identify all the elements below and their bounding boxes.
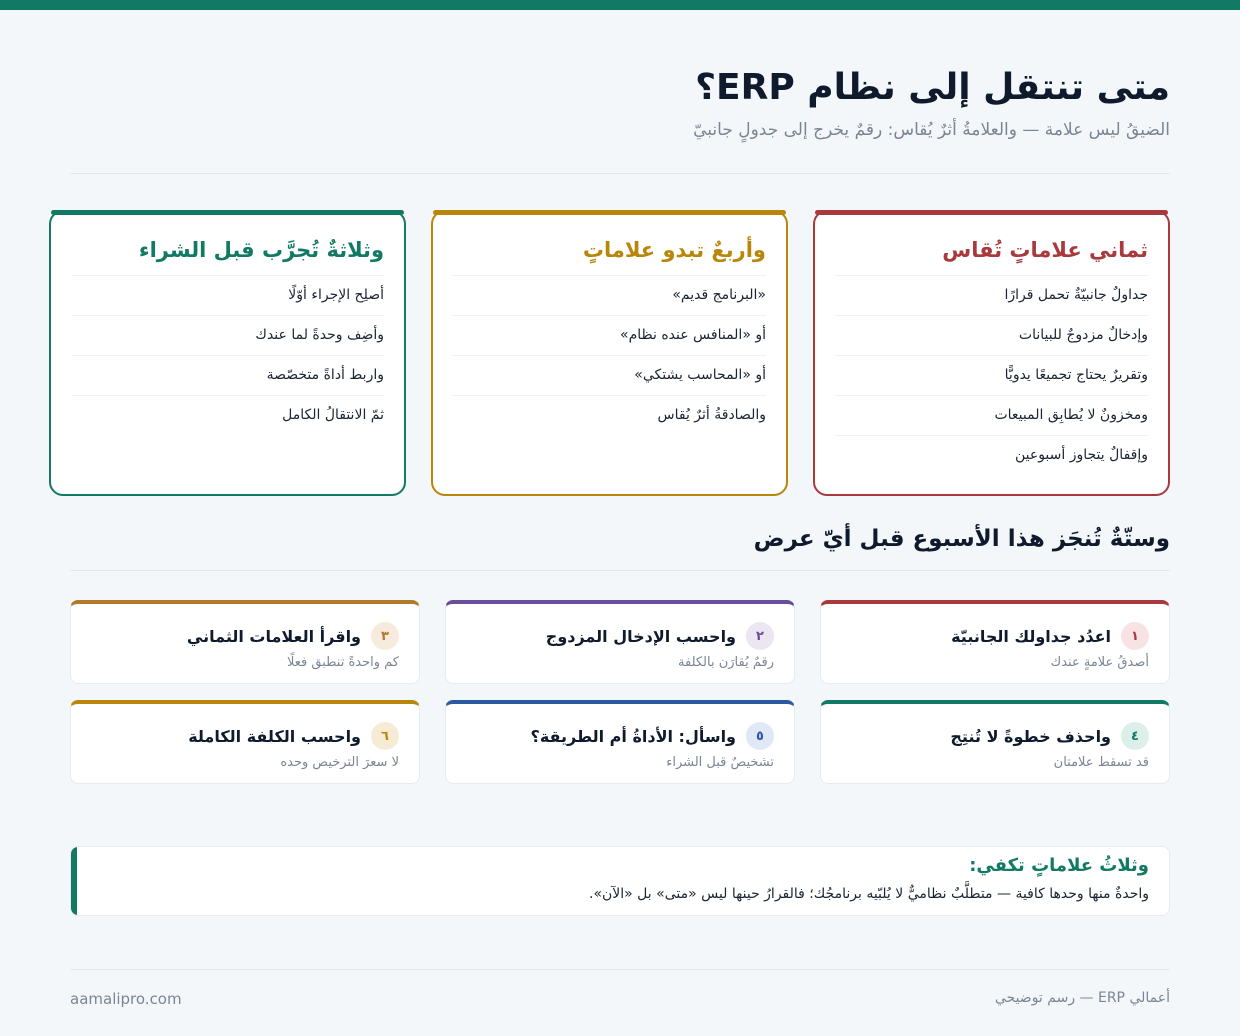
card-title: وثلاثةٌ تُجرَّب قبل الشراء [71, 234, 384, 276]
top-accent-bar [0, 0, 1240, 10]
step-subtitle: قد تسقط علامتان [1053, 755, 1149, 770]
step-subtitle: كم واحدةً تنطبق فعلًا [286, 655, 399, 670]
header [70, 64, 1170, 142]
card-title: وأربعٌ تبدو علاماتٍ [453, 234, 766, 276]
card-four-false-signs [431, 210, 788, 496]
list-item: وإدخالٌ مزدوجٌ للبيانات [835, 316, 1148, 356]
step-subtitle: تشخيصٌ قبل الشراء [666, 755, 774, 770]
list-item: وإقفالٌ يتجاوز أسبوعين [1014, 447, 1148, 463]
card-eight-signs [813, 210, 1170, 496]
list-item: أو «المحاسب يشتكي» [453, 356, 766, 396]
page-subtitle: الضيقُ ليس علامة — والعلامةُ أثرٌ يُقاس: رقمٌ يخرج إلى جدولٍ جانبيّ [693, 120, 1170, 140]
card-cap [51, 210, 404, 215]
callout-note [70, 846, 1170, 916]
steps-divider [70, 570, 1170, 571]
step-title: واحسب الكلفة الكاملة [188, 726, 361, 746]
header-divider [70, 173, 1170, 174]
step-number-badge: ٢ [746, 622, 774, 650]
footer-website-link[interactable]: aamalipro.com [70, 990, 182, 1008]
footer-caption: أعمالي ERP — رسم توضيحي [994, 990, 1170, 1006]
step-card [820, 700, 1170, 784]
card-title: ثماني علاماتٍ تُقاس [835, 234, 1148, 276]
step-title: واقرأ العلامات الثماني [186, 626, 361, 646]
step-number-badge: ٥ [746, 722, 774, 750]
list-item: وأضِف وحدةً لما عندك [71, 316, 384, 356]
step-subtitle: لا سعرَ الترخيص وحده [280, 755, 399, 770]
list-item: وتقريرٌ يحتاج تجميعًا يدويًّا [835, 356, 1148, 396]
step-title: واسأل: الأداةُ أم الطريقة؟ [530, 726, 736, 746]
callout-accent-bar [71, 847, 77, 915]
page-title: متى تنتقل إلى نظام ERP؟ [695, 67, 1170, 108]
step-card [70, 700, 420, 784]
list-item: جداولٌ جانبيّةٌ تحمل قرارًا [835, 276, 1148, 316]
step-number-badge: ٦ [371, 722, 399, 750]
step-number-badge: ١ [1121, 622, 1149, 650]
step-card [445, 600, 795, 684]
callout-title: وثلاثُ علاماتٍ تكفي: [969, 855, 1149, 876]
card-three-trials [49, 210, 406, 496]
step-subtitle: أصدقُ علامةٍ عندك [1050, 655, 1149, 670]
footer-divider [70, 969, 1170, 970]
steps-section-title: وستّةٌ تُنجَز هذا الأسبوع قبل أيّ عرض [753, 526, 1170, 552]
step-title: واحسب الإدخال المزدوج [545, 626, 736, 646]
step-subtitle: رقمٌ يُقارَن بالكلفة [678, 655, 774, 670]
list-item: أصلِح الإجراء أوّلًا [71, 276, 384, 316]
list-item: ومخزونٌ لا يُطابِق المبيعات [835, 396, 1148, 436]
card-cap [815, 210, 1168, 215]
card-cap [433, 210, 786, 215]
step-number-badge: ٤ [1121, 722, 1149, 750]
step-number-badge: ٣ [371, 622, 399, 650]
step-title: اعدُد جداولك الجانبيّة [951, 626, 1111, 646]
callout-body: واحدةٌ منها وحدها كافية — متطلَّبٌ نظاميٌّ لا يُلبّيه برنامجُك؛ فالقرارُ حينها ليس «متى» بل «الآن». [589, 886, 1149, 902]
list-item: ثمّ الانتقالُ الكامل [282, 407, 384, 423]
step-card [445, 700, 795, 784]
list-item: أو «المنافس عنده نظام» [453, 316, 766, 356]
step-title: واحذف خطوةً لا تُنتِج [950, 726, 1111, 746]
step-card [70, 600, 420, 684]
step-card [820, 600, 1170, 684]
list-item: والصادقةُ أثرٌ يُقاس [657, 407, 766, 423]
list-item: واربط أداةً متخصّصة [71, 356, 384, 396]
list-item: «البرنامج قديم» [453, 276, 766, 316]
